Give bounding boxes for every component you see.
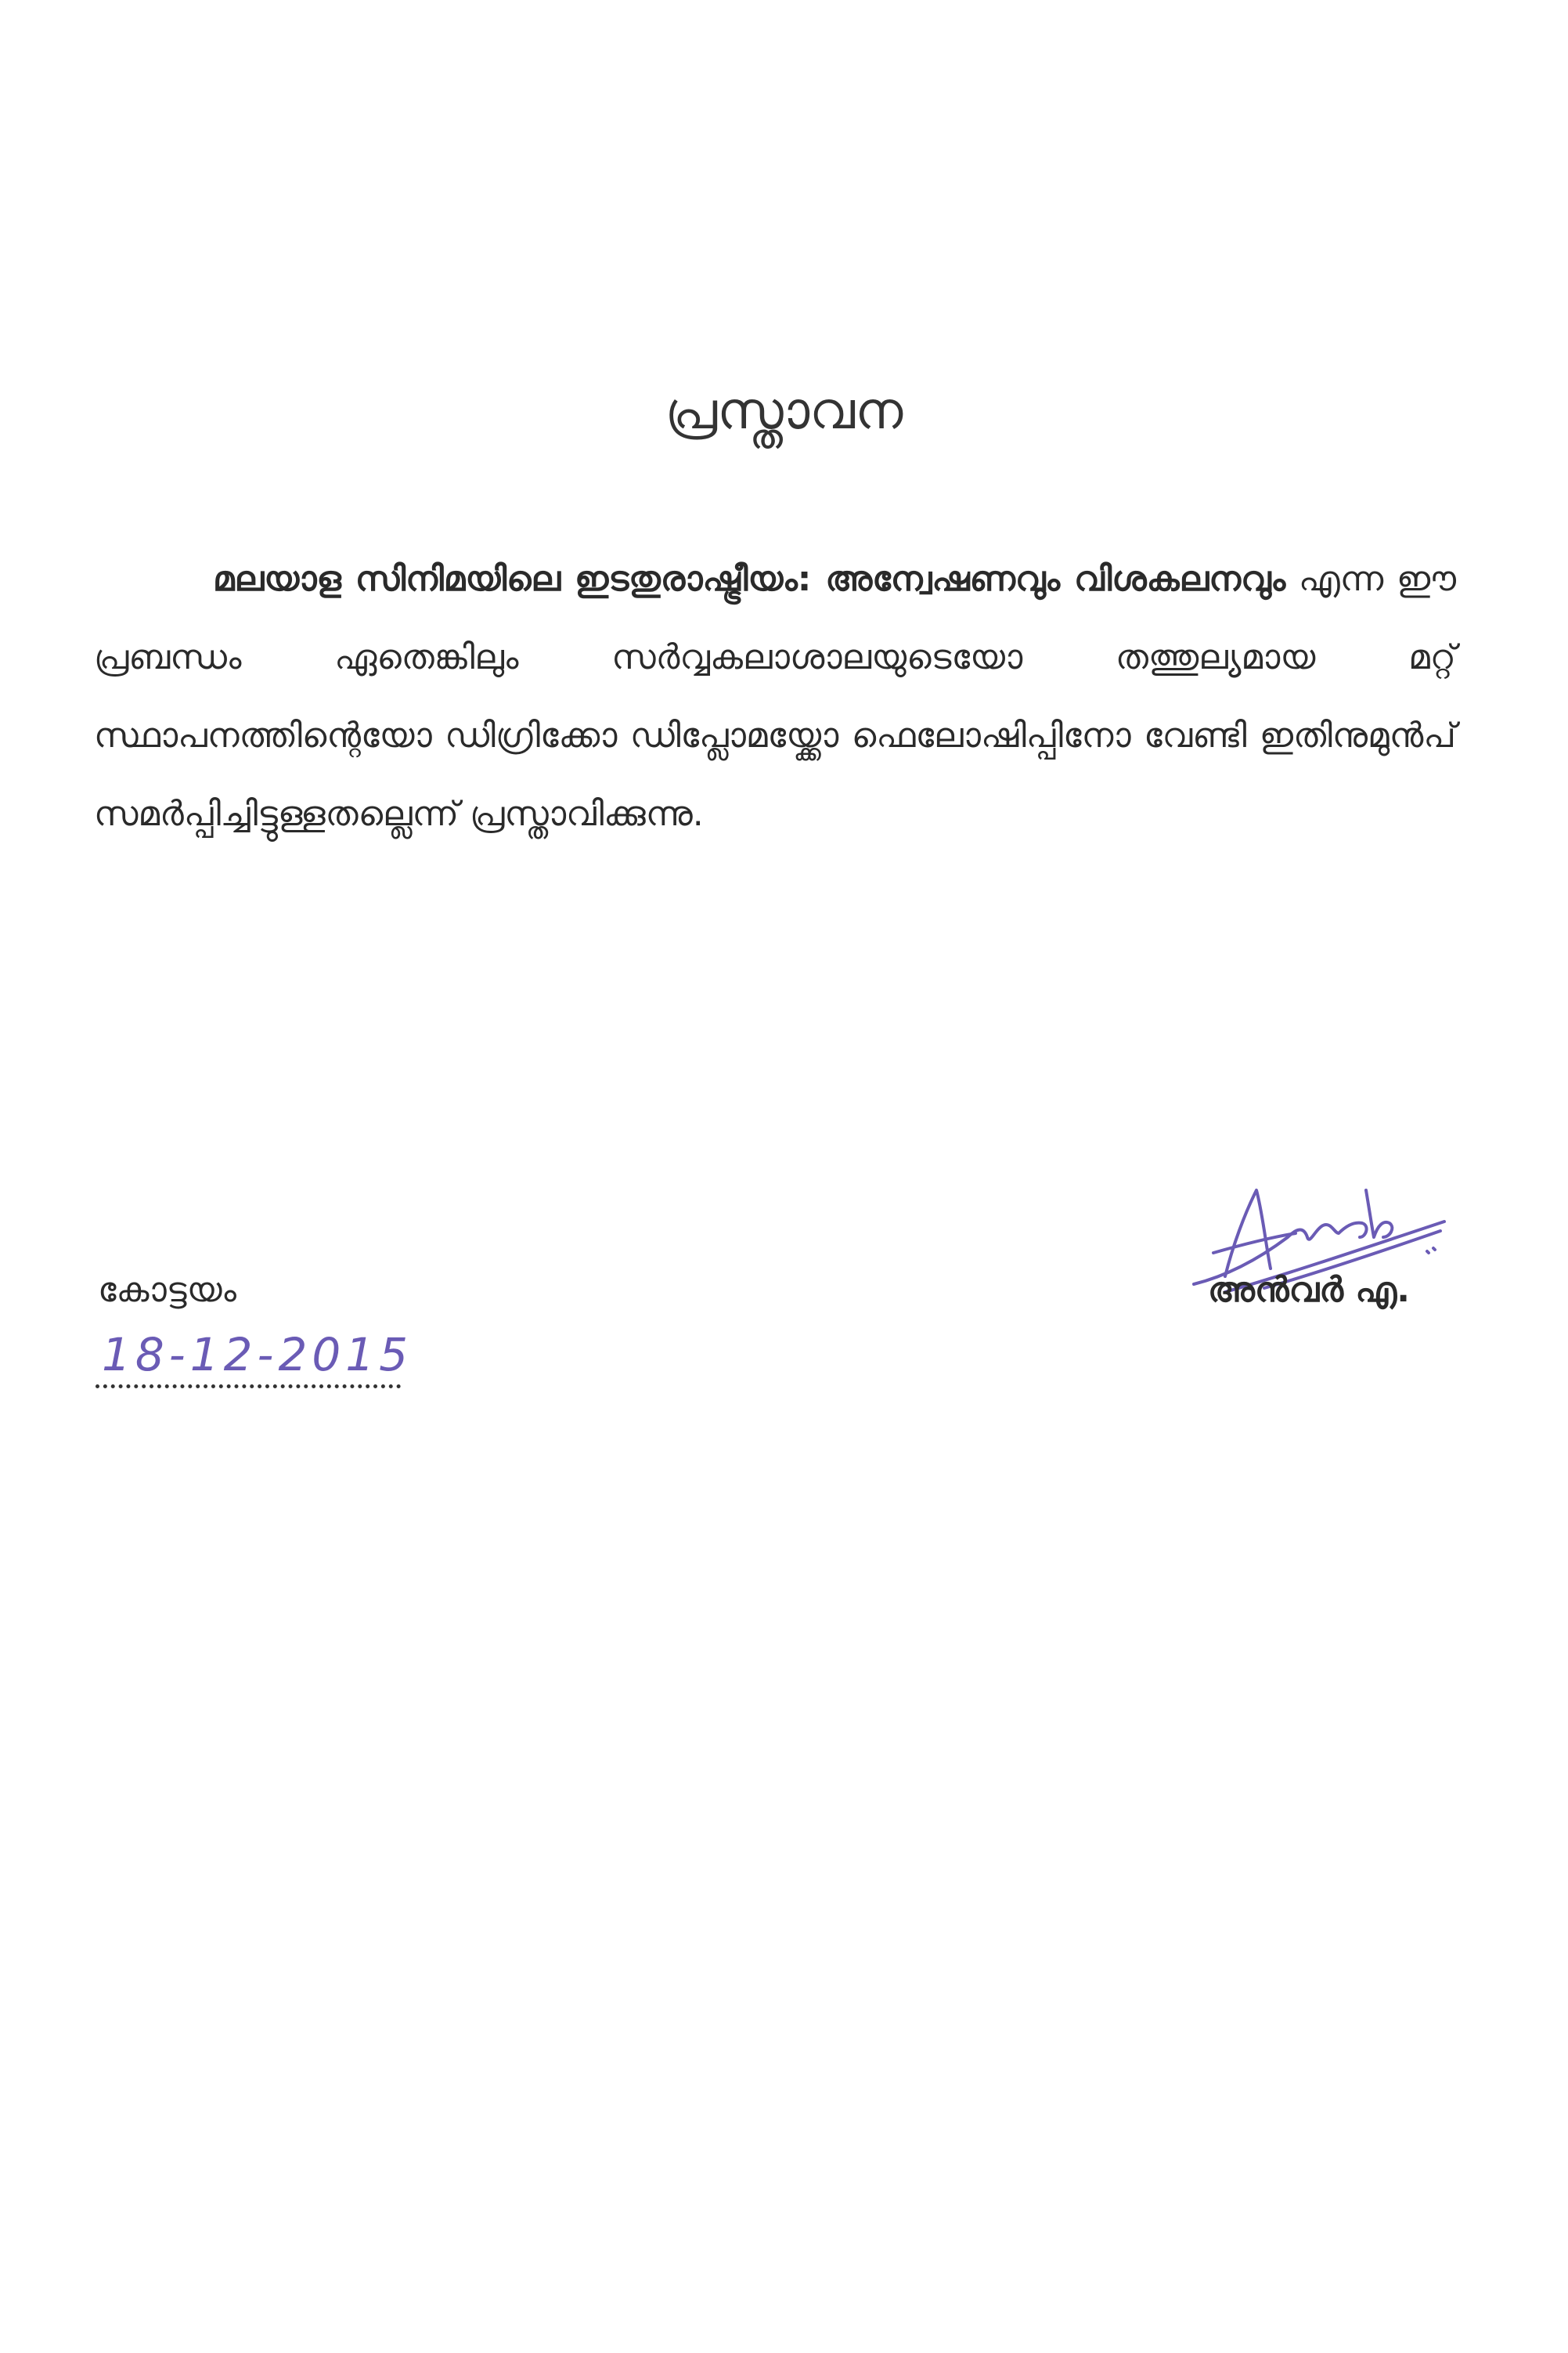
declaration-paragraph (94, 540, 1456, 854)
declaration-text: എന്ന ഈ പ്രബന്ധം ഏതെങ്കിലും സർവ്വകലാശാലയുടെയോ തത്തുല്യമായ മറ്റ് സ്ഥാപനത്തിന്റെയോ ഡിഗ്രിക്കോ ഡിപ്ലോമയ്ക്കോ ഫെലോഷിപ്പിനോ വേണ്ടി ഇതിനുമുൻപ് സമർപ്പിച്ചിട്ടുള്ളതല്ലെന്ന് പ്രസ്താവിക്കുന്നു. (94, 559, 1456, 834)
date-dotted-line (96, 1384, 401, 1388)
place-name: കോട്ടയം (98, 1270, 236, 1310)
thesis-title: മലയാള സിനിമയിലെ ഇടതുരാഷ്ട്രീയം: അന്വേഷണവും വിശകലനവും (213, 559, 1286, 599)
handwritten-date: 18-12-2015 (102, 1328, 413, 1381)
signer-name: അൻവർ എ. (1208, 1270, 1410, 1310)
page-title: പ്രസ്താവന (665, 381, 903, 441)
